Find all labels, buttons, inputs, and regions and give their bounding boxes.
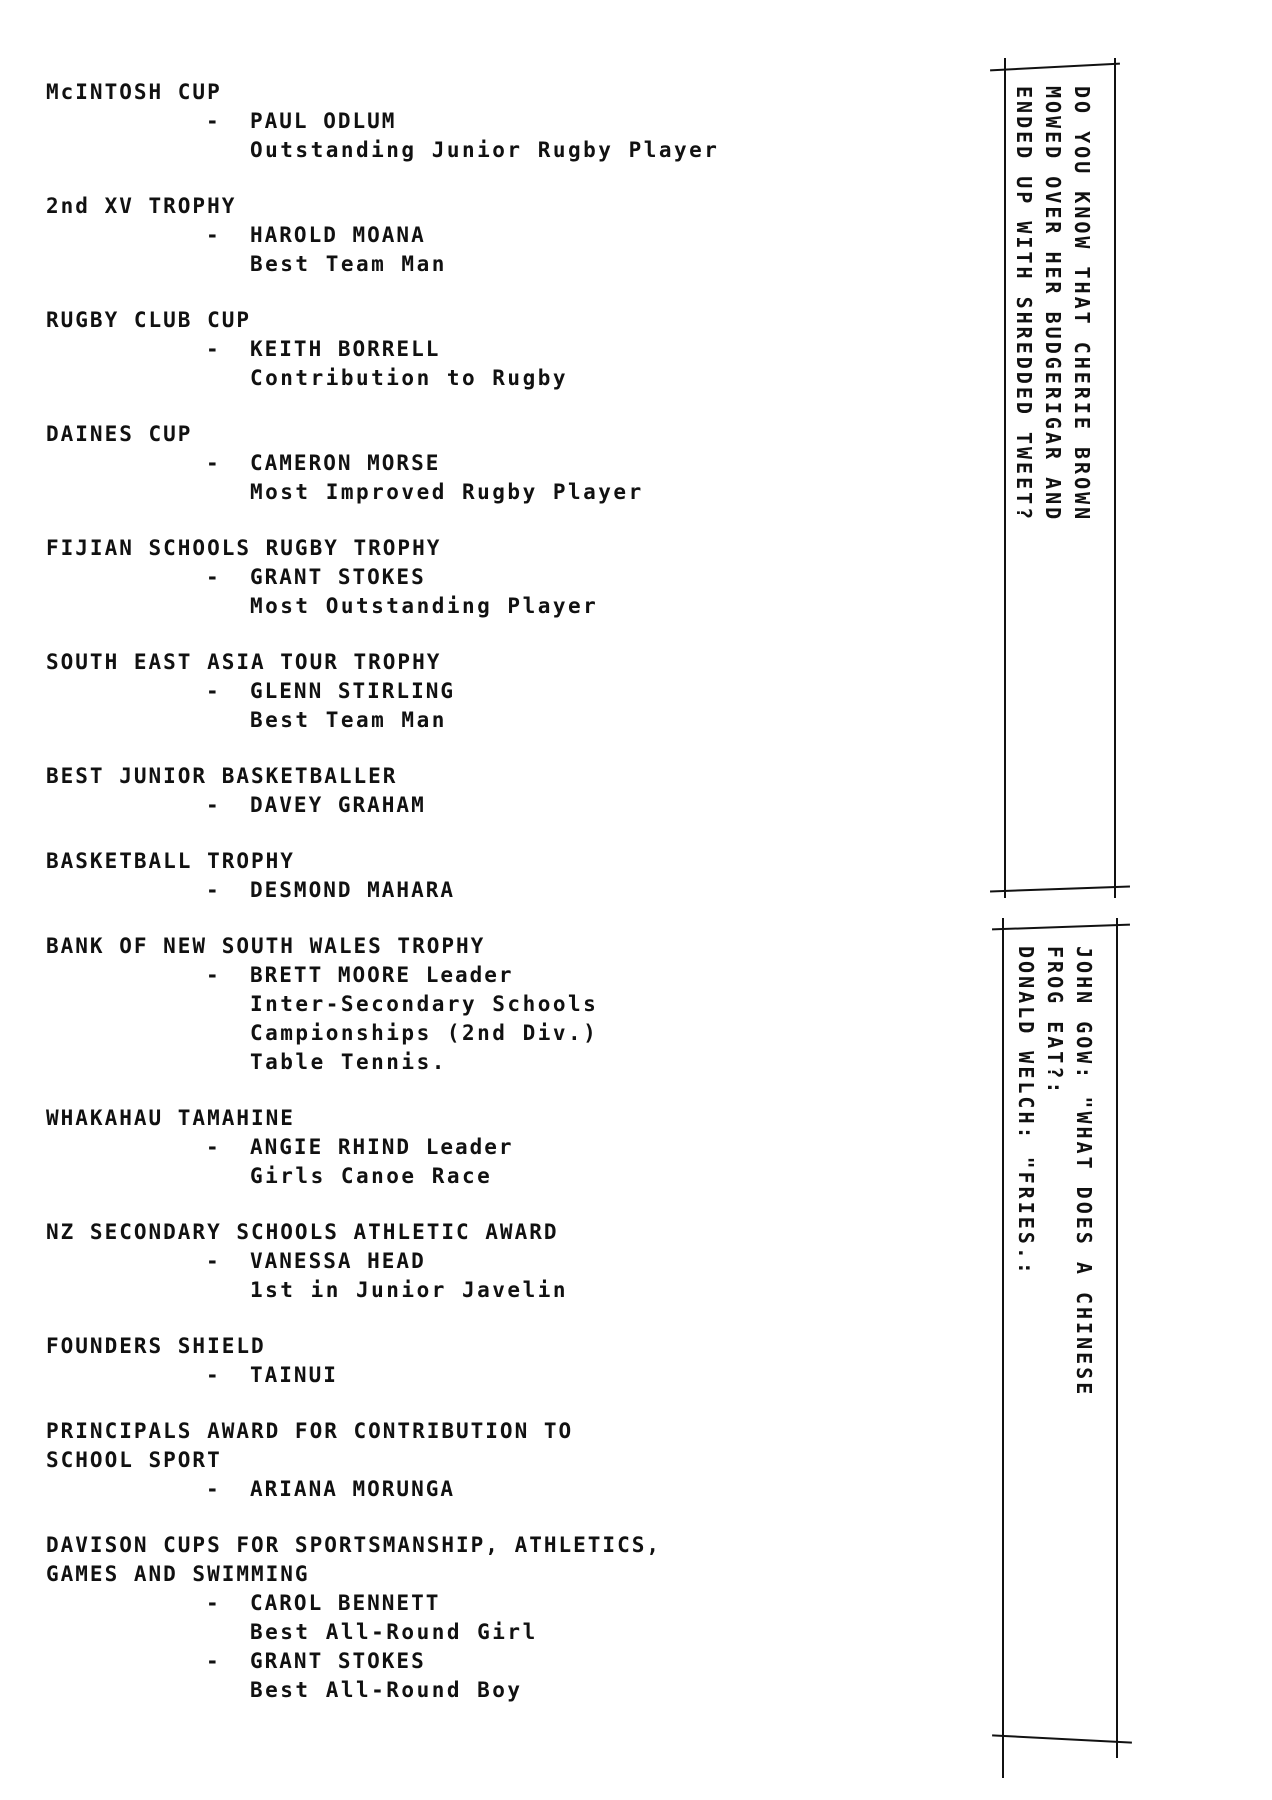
award-recipient [206, 335, 1006, 393]
dash-marker: - [206, 1591, 221, 1615]
award-entry [46, 534, 1006, 621]
recipient-name: CAMERON MORSE [250, 451, 441, 475]
recipient-name: TAINUI [250, 1363, 338, 1387]
box-2-right-rule [1116, 918, 1118, 1758]
award-recipient [206, 791, 1006, 820]
recipient-name: BRETT MOORE Leader [250, 963, 514, 987]
award-entry [46, 1218, 1006, 1305]
dash-marker: - [206, 451, 221, 475]
recipient-name: VANESSA HEAD [250, 1249, 426, 1273]
award-recipient [206, 1647, 1006, 1705]
award-recipient [206, 1247, 1006, 1305]
award-entry [46, 1417, 1006, 1504]
award-title: BEST JUNIOR BASKETBALLER [46, 764, 398, 788]
recipient-name: ANGIE RHIND Leader [250, 1135, 514, 1159]
award-description: Girls Canoe Race [250, 1164, 493, 1188]
recipient-name: CAROL BENNETT [250, 1591, 441, 1615]
award-title: SOUTH EAST ASIA TOUR TROPHY [46, 650, 442, 674]
trivia-box-2 [992, 918, 1132, 1758]
recipient-name: KEITH BORRELL [250, 337, 441, 361]
award-entry [46, 1104, 1006, 1191]
award-entry [46, 1332, 1006, 1390]
award-description: Best All-Round Girl [250, 1620, 538, 1644]
award-title: WHAKAHAU TAMAHINE [46, 1106, 295, 1130]
award-entry [46, 306, 1006, 393]
award-recipient [206, 107, 1006, 165]
award-title: DAVISON CUPS FOR SPORTSMANSHIP, ATHLETICS, [46, 1533, 662, 1557]
trivia-line: JOHN GOW: "WHAT DOES A CHINESE [1072, 946, 1096, 1398]
trivia-line: FROG EAT?: [1043, 946, 1067, 1097]
award-description: 1st in Junior Javelin [250, 1278, 569, 1302]
recipient-name: GRANT STOKES [250, 565, 426, 589]
award-entry [46, 192, 1006, 279]
dash-marker: - [206, 878, 221, 902]
award-recipient [206, 449, 1006, 507]
award-title: SCHOOL SPORT [46, 1448, 222, 1472]
award-title: PRINCIPALS AWARD FOR CONTRIBUTION TO [46, 1419, 574, 1443]
award-title: GAMES AND SWIMMING [46, 1562, 310, 1586]
dash-marker: - [206, 337, 221, 361]
dash-marker: - [206, 565, 221, 589]
award-entry [46, 932, 1006, 1077]
dash-marker: - [206, 223, 221, 247]
award-description: Best Team Man [250, 252, 447, 276]
recipient-name: GRANT STOKES [250, 1649, 426, 1673]
award-description: Most Improved Rugby Player [250, 480, 644, 504]
award-recipient [206, 1475, 1006, 1504]
award-description: Campionships (2nd Div.) [250, 1021, 599, 1045]
award-title: FOUNDERS SHIELD [46, 1334, 266, 1358]
dash-marker: - [206, 1649, 221, 1673]
box-2-bottom-rule [992, 1734, 1132, 1743]
recipient-name: DESMOND MAHARA [250, 878, 456, 902]
dash-marker: - [206, 1477, 221, 1501]
award-description: Inter-Secondary Schools [250, 992, 599, 1016]
box-1-left-rule [1004, 58, 1006, 898]
trivia-line: MOWED OVER HER BUDGERIGAR AND [1041, 86, 1065, 523]
trivia-line: ENDED UP WITH SHREDDED TWEET? [1012, 86, 1036, 523]
award-entry [46, 762, 1006, 820]
recipient-name: HAROLD MOANA [250, 223, 426, 247]
trivia-line: DONALD WELCH: "FRIES.: [1014, 946, 1038, 1277]
award-entry [46, 78, 1006, 165]
dash-marker: - [206, 109, 221, 133]
recipient-name: ARIANA MORUNGA [250, 1477, 456, 1501]
award-description: Table Tennis. [250, 1050, 447, 1074]
box-2-left-rule [1002, 918, 1004, 1778]
award-description: Best Team Man [250, 708, 447, 732]
box-1-bottom-rule [990, 886, 1130, 893]
recipient-name: PAUL ODLUM [250, 109, 397, 133]
award-description: Most Outstanding Player [250, 594, 599, 618]
award-recipient [206, 876, 1006, 905]
box-2-top-rule [992, 924, 1130, 931]
dash-marker: - [206, 793, 221, 817]
dash-marker: - [206, 1249, 221, 1273]
award-title: RUGBY CLUB CUP [46, 308, 252, 332]
award-title: McINTOSH CUP [46, 80, 222, 104]
trivia-line: DO YOU KNOW THAT CHERIE BROWN [1070, 86, 1094, 523]
awards-list [46, 78, 1006, 1732]
award-title: BANK OF NEW SOUTH WALES TROPHY [46, 934, 486, 958]
award-recipient [206, 563, 1006, 621]
box-1-top-rule [990, 63, 1120, 72]
award-entry [46, 420, 1006, 507]
dash-marker: - [206, 679, 221, 703]
dash-marker: - [206, 963, 221, 987]
award-title: DAINES CUP [46, 422, 193, 446]
award-title: 2nd XV TROPHY [46, 194, 237, 218]
award-description: Outstanding Junior Rugby Player [250, 138, 720, 162]
trivia-text-1 [1009, 86, 1096, 522]
trivia-box-1 [990, 58, 1130, 898]
award-entry [46, 1531, 1006, 1705]
award-recipient [206, 221, 1006, 279]
award-recipient [206, 961, 1006, 1077]
award-description: Contribution to Rugby [250, 366, 569, 390]
award-recipient [206, 1133, 1006, 1191]
recipient-name: DAVEY GRAHAM [250, 793, 426, 817]
trivia-text-2 [1011, 946, 1098, 1397]
recipient-name: GLENN STIRLING [250, 679, 456, 703]
dash-marker: - [206, 1363, 221, 1387]
award-recipient [206, 677, 1006, 735]
award-recipient [206, 1361, 1006, 1390]
award-description: Best All-Round Boy [250, 1678, 523, 1702]
award-recipient [206, 1589, 1006, 1647]
award-title: NZ SECONDARY SCHOOLS ATHLETIC AWARD [46, 1220, 559, 1244]
award-title: FIJIAN SCHOOLS RUGBY TROPHY [46, 536, 442, 560]
dash-marker: - [206, 1135, 221, 1159]
award-title: BASKETBALL TROPHY [46, 849, 295, 873]
award-entry [46, 648, 1006, 735]
box-1-right-rule [1114, 58, 1116, 898]
award-entry [46, 847, 1006, 905]
